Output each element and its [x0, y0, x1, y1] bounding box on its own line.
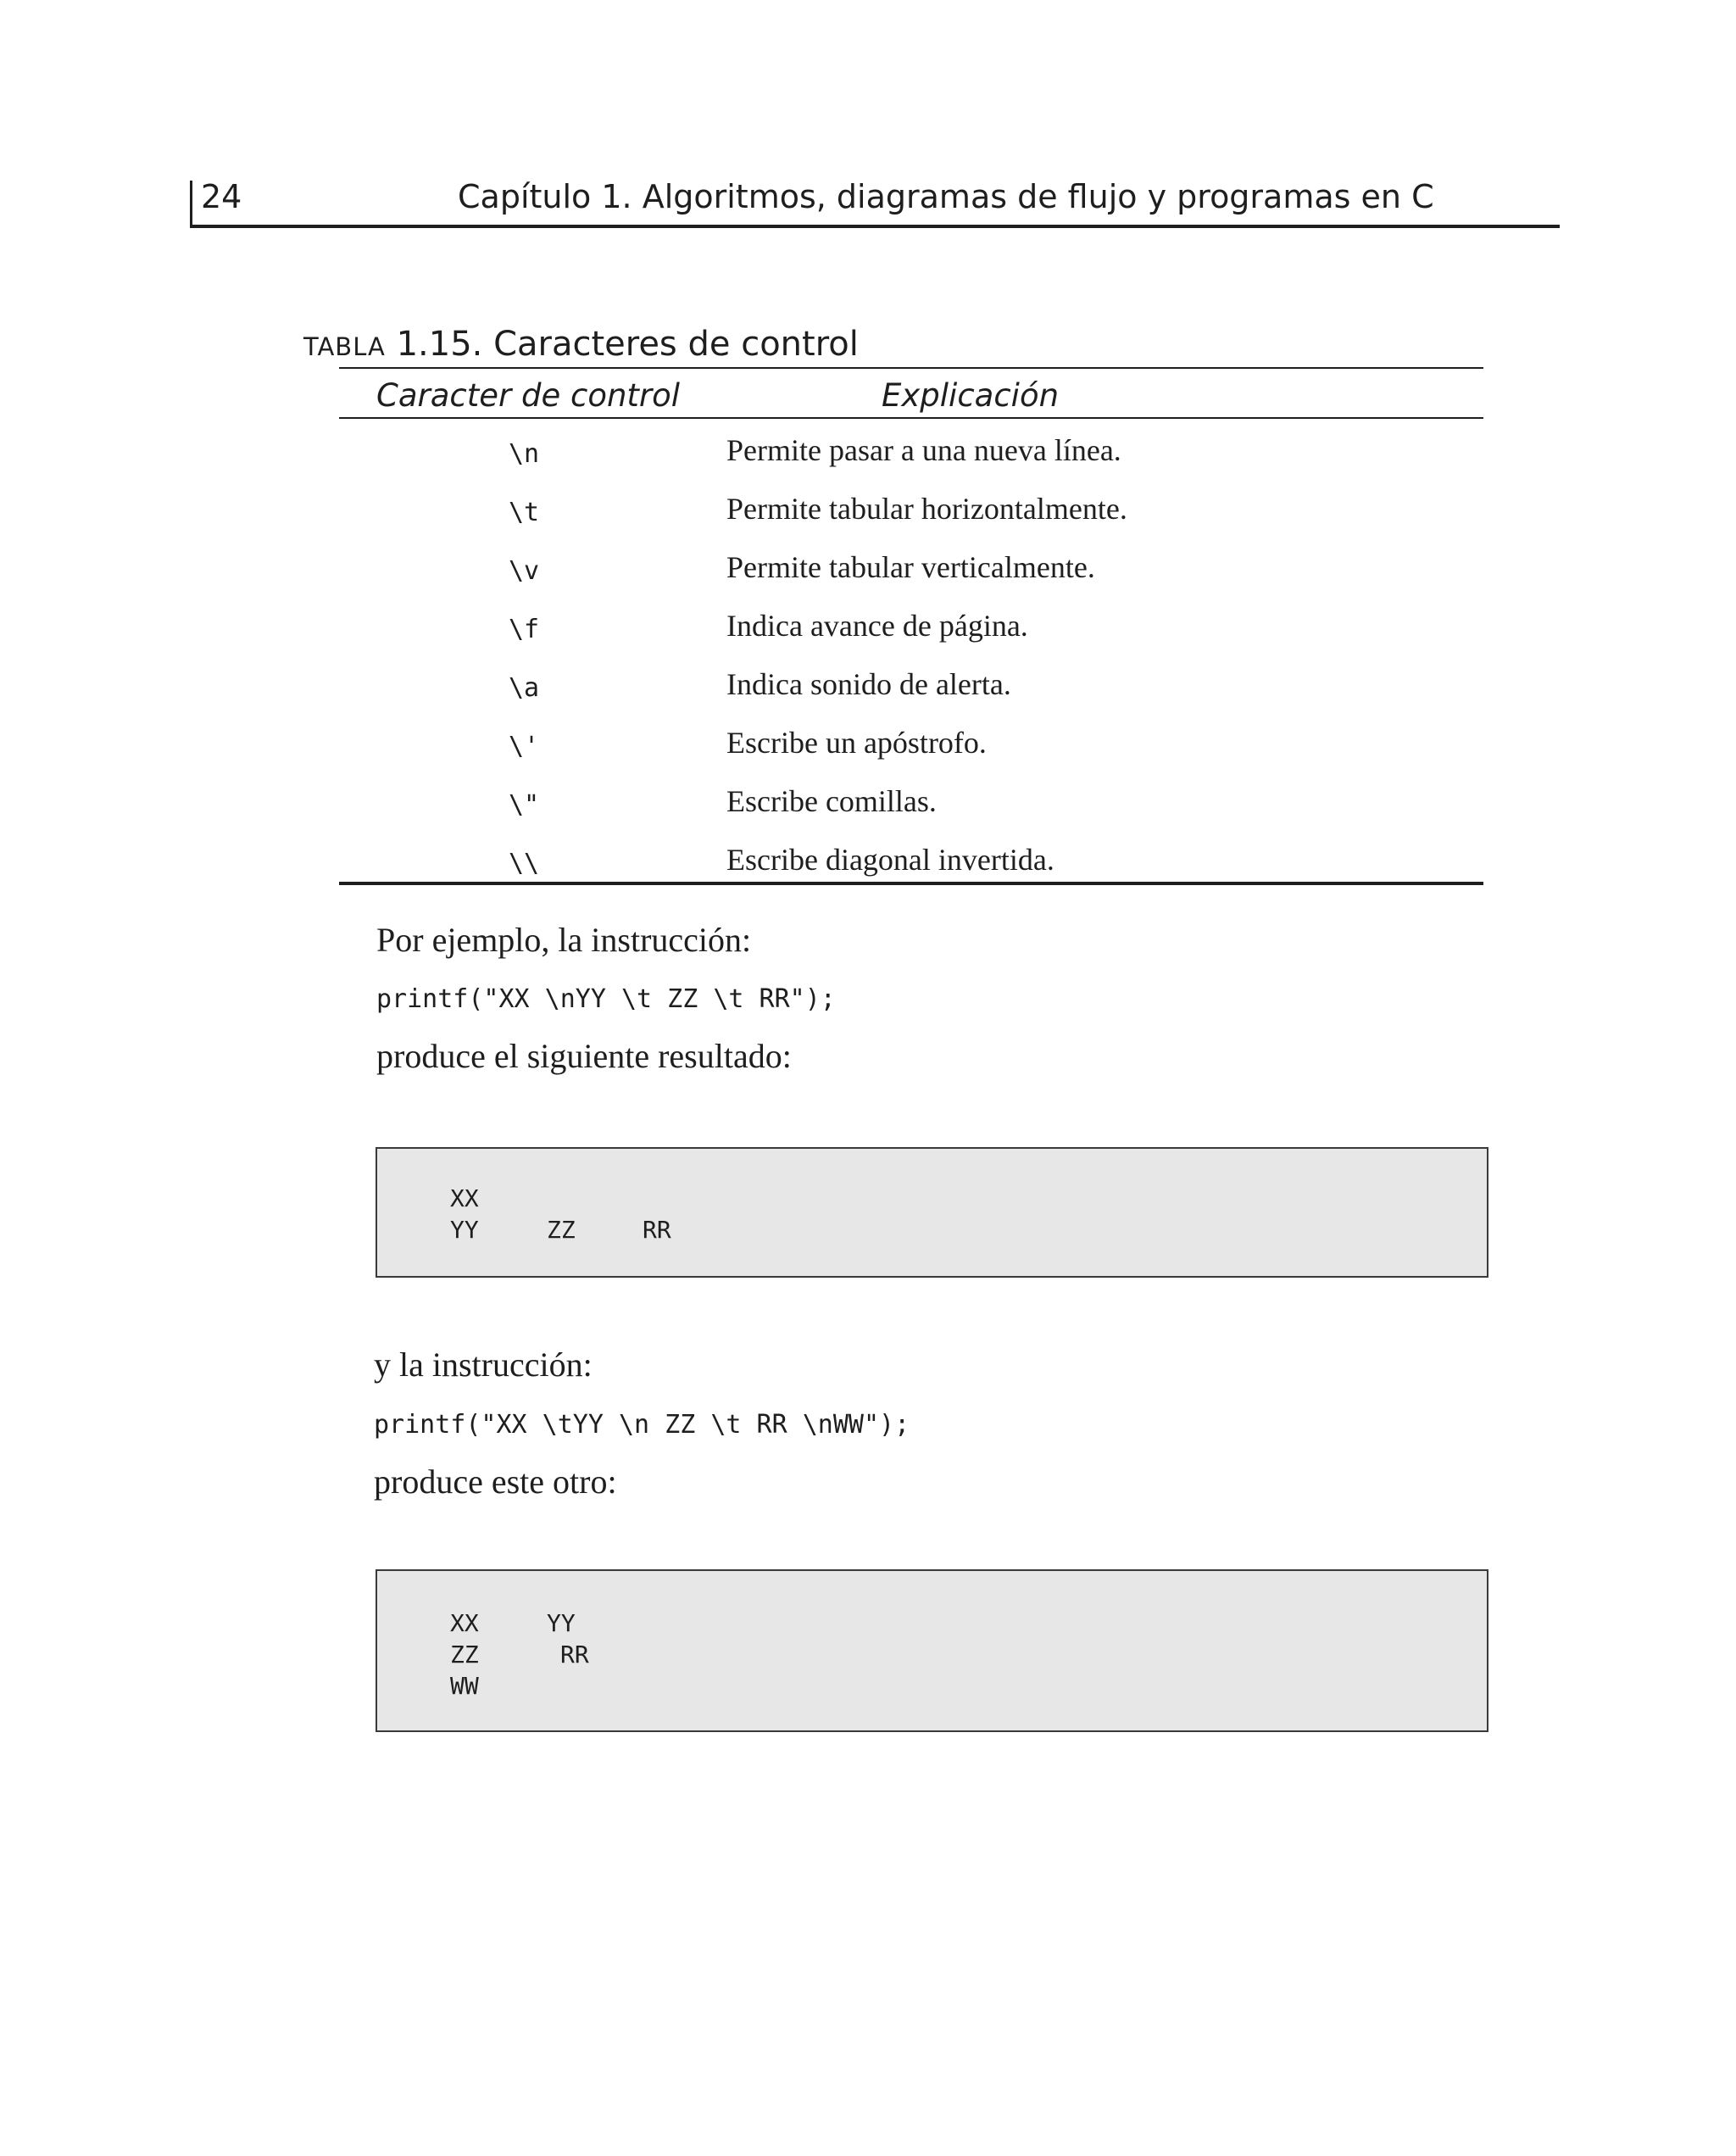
output-text: XX — [450, 1609, 479, 1637]
control-description: Permite tabular horizontalmente. — [726, 492, 1127, 526]
table-top-rule — [339, 367, 1483, 369]
table-caption-text: 1.15. Caracteres de control — [385, 325, 859, 364]
control-character: \" — [509, 790, 540, 820]
table-row — [339, 484, 1483, 543]
control-description: Indica sonido de alerta. — [726, 667, 1011, 701]
control-description: Permite tabular verticalmente. — [726, 550, 1095, 584]
table-row — [339, 601, 1483, 660]
example2-result-intro: produce este otro: — [374, 1462, 617, 1501]
control-description: Escribe comillas. — [726, 784, 937, 818]
control-character: \v — [509, 556, 540, 586]
output-text: ZZ — [450, 1641, 479, 1669]
table-row — [339, 543, 1483, 601]
table-row — [339, 835, 1483, 894]
control-character: \\ — [509, 849, 540, 878]
table-caption-label: TABLA — [303, 332, 386, 361]
column-header-control: Caracter de control — [376, 377, 681, 414]
control-description: Escribe un apóstrofo. — [726, 726, 987, 760]
example2-intro: y la instrucción: — [374, 1345, 593, 1384]
output-text: WW — [450, 1672, 479, 1700]
control-character: \f — [509, 615, 540, 644]
column-header-explanation: Explicación — [882, 377, 1060, 414]
control-description: Permite pasar a una nueva línea. — [726, 433, 1121, 467]
header-tick — [190, 181, 192, 228]
page-number: 24 — [201, 178, 242, 215]
control-character: \t — [509, 498, 540, 527]
example2-code: printf("XX \tYY \n ZZ \t RR \nWW"); — [374, 1410, 910, 1440]
example1-output-box — [376, 1147, 1488, 1278]
output-text: RR — [643, 1216, 671, 1244]
header-rule — [190, 225, 1560, 228]
output-text: YY — [450, 1216, 479, 1244]
example1-intro: Por ejemplo, la instrucción: — [376, 921, 752, 959]
table-caption — [303, 325, 859, 364]
example1-code: printf("XX \nYY \t ZZ \t RR"); — [376, 984, 836, 1014]
example2-output-box — [376, 1569, 1488, 1732]
output-text: YY — [547, 1609, 576, 1637]
control-description: Indica avance de página. — [726, 609, 1028, 643]
control-character: \n — [509, 439, 540, 469]
table-row — [339, 718, 1483, 777]
control-character: \' — [509, 732, 540, 761]
table-row — [339, 777, 1483, 835]
output-text: XX — [450, 1184, 479, 1212]
control-description: Escribe diagonal invertida. — [726, 843, 1054, 877]
table-row — [339, 426, 1483, 484]
example1-result-intro: produce el siguiente resultado: — [376, 1037, 792, 1075]
output-text: RR — [560, 1641, 589, 1669]
table-row — [339, 660, 1483, 718]
control-character: \a — [509, 673, 540, 703]
running-title: Capítulo 1. Algoritmos, diagramas de flujo y programas en C — [458, 178, 1434, 215]
output-text: ZZ — [547, 1216, 576, 1244]
table-header-rule — [339, 417, 1483, 419]
